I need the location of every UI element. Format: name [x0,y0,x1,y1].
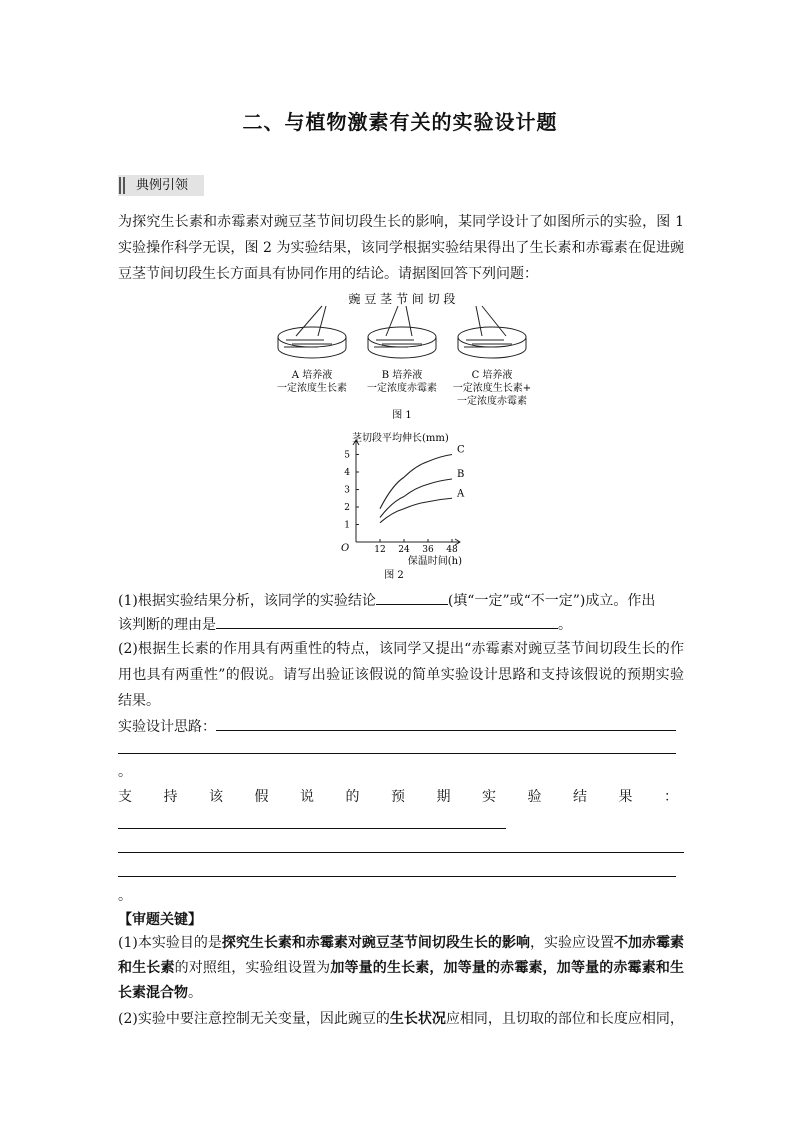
q1-end-mark: 。 [558,617,572,633]
dish-b-icon [368,306,436,358]
expected-label-char: ： [664,789,678,805]
q1-blank-1[interactable] [376,590,448,605]
series-label-A: A [457,488,465,500]
key-paragraph-2 [118,1006,684,1032]
expected-label-char: 结 [573,789,587,805]
page-title: 二、与植物激素有关的实验设计题 [242,110,558,134]
dish-b-label-2: 一定浓度赤霉素 [367,383,437,394]
expected-label-char: 该 [209,789,223,805]
figure-2-chart [336,430,472,582]
dish-c-icon [458,306,526,358]
intro-paragraph: 为探究生长素和赤霉素对豌豆茎节间切段生长的影响，某同学设计了如图所示的实验，图 1 实验操作科学无误，图 2 为实验结果，该同学根据实验结果得出了生长素和赤霉素在促进豌豆茎节间切段生长方面具有协同作用的结论。请据图回答下列问题： [118,214,684,282]
key-p1-c: ，实验应设置 [529,935,614,951]
y-tick-label: 3 [344,485,350,496]
q1-text-3: 该判断的理由是 [118,617,216,633]
x-tick-label: 36 [422,545,434,555]
series-line-B [380,479,452,518]
key-p1-a: (1)本实验目的是 [118,935,222,951]
key-paragraph-1 [118,931,684,1006]
key-p2-c: 应相同，且切取的部位和长度应相同， [445,1011,684,1027]
q2-expected-label [118,786,678,806]
dish-b-label-1: B 培养液 [381,370,423,381]
q2-design-label: 实验设计思路： [118,719,216,735]
key-p1-i: 。 [188,985,202,1001]
q1-text-2: (填“一定”或“不一定”)成立。作出 [447,593,656,609]
tag-bars-icon [118,175,128,196]
key-p2-b: 生长状况 [389,1011,446,1027]
series-line-C [380,455,452,509]
fig1-top-label: 豌 豆 茎 节 间 切 段 [348,292,456,306]
y-tick-label: 4 [344,468,350,478]
y-tick-label: 1 [344,520,350,531]
expected-label-char: 果 [618,789,633,805]
expected-label-char: 假 [254,789,269,805]
key-p1-g: 加等量的生长素，加等量的赤霉素，加等量的赤霉素和 [330,960,671,976]
expected-label-char: 的 [345,789,360,805]
x-tick-label: 48 [446,545,458,555]
expected-label-char: 验 [527,789,542,805]
figure-2-caption: 图 2 [384,570,404,581]
chart-origin-label: O [341,543,350,554]
dish-a-label-2: 一定浓度生长素 [277,383,347,394]
q2-paragraph: (2)根据生长素的作用具有两重性的特点，该同学又提出“赤霉素对豌豆茎节间切段生长的作用也具有两重性”的假说。请写出验证该假说的简单实验设计思路和支持该假说的预期实验结果。 [118,641,684,709]
expected-label-char: 支 [118,789,132,805]
expected-label-char: 持 [163,789,178,805]
q1-line-2 [118,614,572,635]
q2-design-blank-1[interactable] [216,716,676,731]
x-tick-label: 24 [398,545,410,555]
expected-label-char: 预 [391,789,405,805]
q2-expected-blank-3[interactable] [118,876,676,877]
q2-design-blank-2[interactable] [118,753,676,754]
dish-c-label-2: 一定浓度生长素+ [452,383,532,394]
q2-expected-blank-1[interactable] [118,828,506,829]
key-p1-e: 素和生长素 [118,935,685,976]
key-heading: 【审题关键】 [118,912,202,928]
x-tick-label: 12 [374,545,386,555]
q1-text-1: (1)根据实验结果分析，该同学的实验结论 [118,593,376,609]
expected-label-char: 期 [436,789,451,805]
key-p1-d: 不加赤霉 [613,935,671,951]
section-tag-label: 典例引领 [136,178,189,193]
series-label-B: B [457,469,465,480]
q1-line-1 [118,590,655,611]
expected-label-char: 说 [300,789,314,805]
figure-1 [262,290,542,420]
q2-design-end: 。 [118,764,132,780]
chart-xlabel: 保温时间(h) [407,556,462,567]
q2-expected-end: 。 [118,888,132,904]
series-label-C: C [457,444,465,456]
key-p1-b: 探究生长素和赤霉素对豌豆茎节间切段生长的影响 [221,935,530,951]
q2-design-line [118,716,676,737]
key-p1-f: 的对照组，实验组设置为 [174,960,331,976]
key-p2-a: (2)实验中要注意控制无关变量，因此豌豆的 [118,1011,390,1027]
expected-label-char: 实 [482,789,496,805]
y-tick-label: 2 [344,503,350,513]
q1-blank-2[interactable] [216,614,558,629]
chart-ylabel: 茎切段平均伸长(mm) [352,433,449,444]
key-p1-h: 生长素混合物 [118,960,685,1001]
figure-1-caption: 图 1 [392,410,412,420]
dish-c-label-1: C 培养液 [471,370,513,381]
dish-a-icon [278,306,346,358]
dish-c-label-3: 一定浓度赤霉素 [457,396,527,407]
section-tag [118,175,204,196]
series-line-A [380,498,452,523]
q2-expected-blank-2[interactable] [118,852,684,853]
dish-a-label-1: A 培养液 [291,370,333,381]
y-tick-label: 5 [344,450,350,461]
